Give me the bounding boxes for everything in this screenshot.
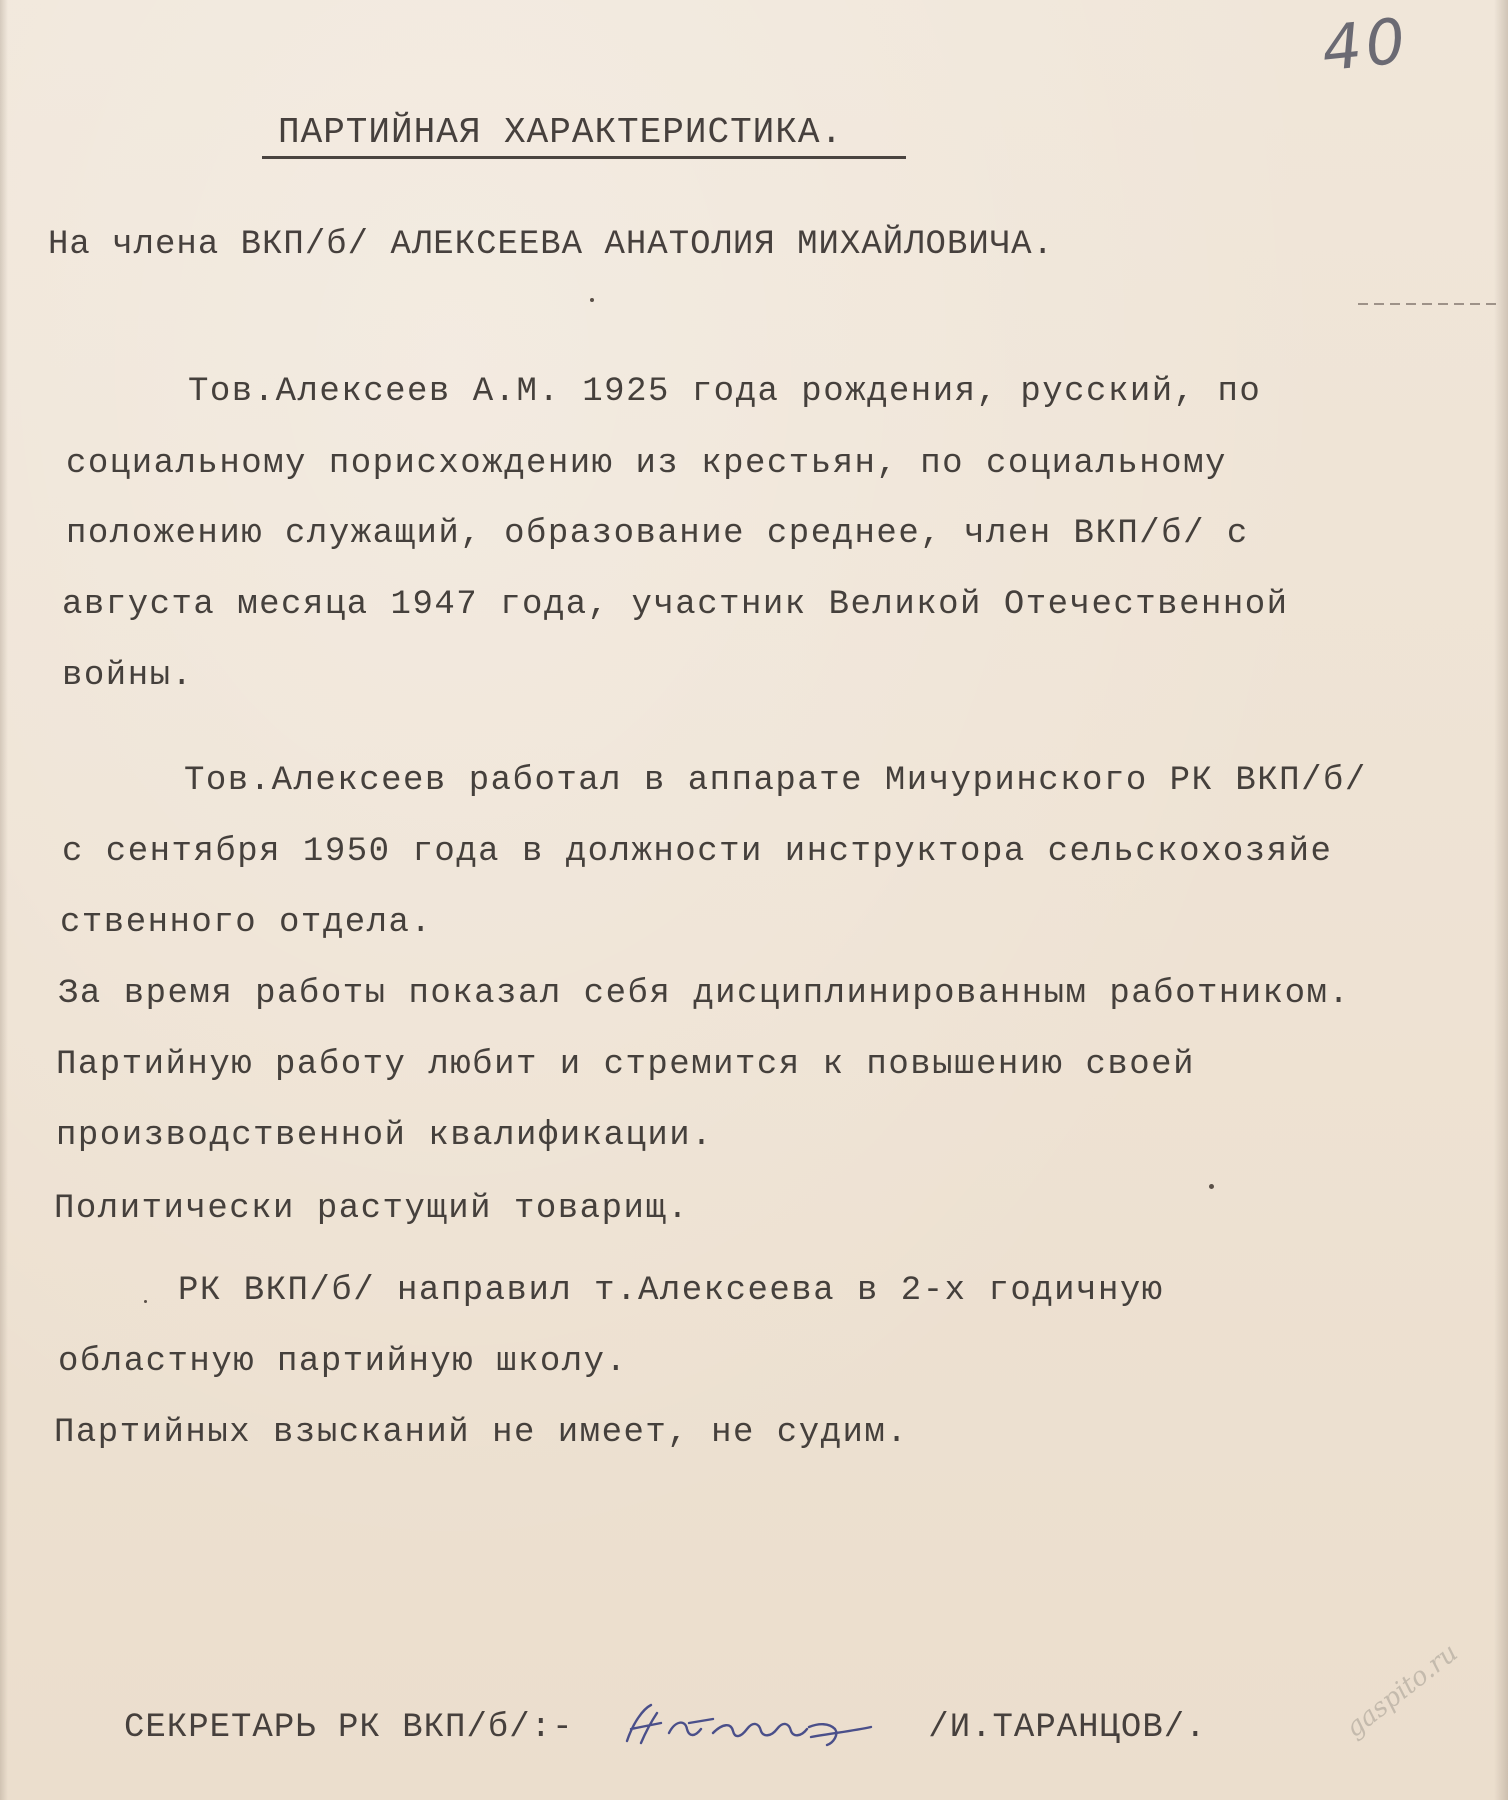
body-line: августа месяца 1947 года, участник Великой Отечественной [62,586,1289,624]
body-line: Партийных взысканий не имеет, не судим. [54,1414,909,1452]
body-line: Тов.Алексеев А.М. 1925 года рождения, русский, по [188,373,1262,411]
body-line: положению служащий, образование среднее, член ВКП/б/ с [66,515,1249,553]
signature-name: /И.ТАРАНЦОВ/. [928,1709,1207,1747]
paper-speck [1209,1184,1214,1189]
paper-speck [144,1300,147,1303]
handwritten-page-number: 40 [1318,3,1413,86]
body-line: ственного отдела. [60,904,433,942]
body-line: социальному порисхождению из крестьян, по социальному [66,445,1227,483]
signature-row [124,1693,1207,1763]
title-underline [262,156,906,159]
document-subtitle: На члена ВКП/б/ АЛЕКСЕЕВА АНАТОЛИЯ МИХАЙЛОВИЧА. [48,226,1054,264]
body-line: производственной квалификации. [56,1117,714,1155]
body-line: областную партийную школу. [58,1343,628,1381]
signature-label: СЕКРЕТАРЬ РК ВКП/б/:- [124,1709,574,1747]
body-line: За время работы показал себя дисциплинированным работником. [58,975,1351,1013]
body-line: Партийную работу любит и стремится к повышению своей [56,1046,1195,1084]
body-line: Политически растущий товарищ. [54,1190,690,1228]
body-line: с сентября 1950 года в должности инструктора сельскохозяйе [62,833,1333,871]
page-left-shadow [0,0,8,1800]
page-edge-shadow [1494,0,1508,1800]
body-line: войны. [62,657,194,695]
handwritten-signature [613,1693,893,1763]
body-line: Тов.Алексеев работал в аппарате Мичуринского РК ВКП/б/ [184,762,1367,800]
body-line: РК ВКП/б/ направил т.Алексеева в 2-х годичную [178,1272,1164,1310]
watermark: gaspito.ru [1340,1637,1464,1744]
margin-mark [1358,303,1498,305]
paper-speck [590,298,594,302]
document-title: ПАРТИЙНАЯ ХАРАКТЕРИСТИКА. [278,112,844,153]
